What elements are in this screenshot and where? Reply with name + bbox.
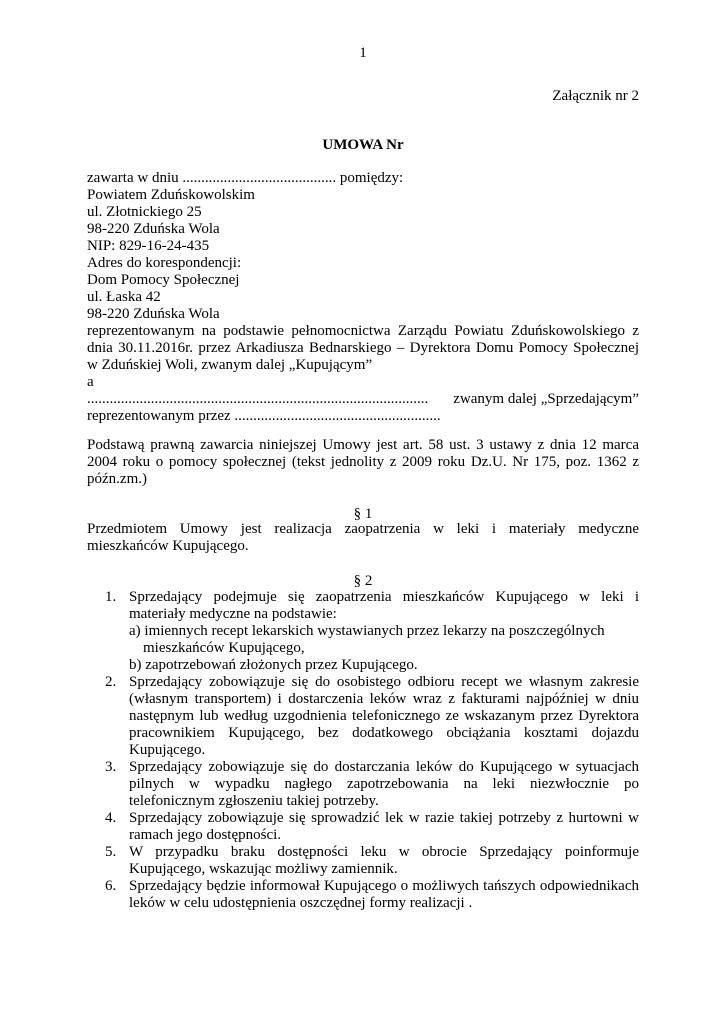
list-item-number: 3. bbox=[105, 759, 117, 775]
sub-item-b: b) zapotrzebowań złożonych przez Kupującego. bbox=[129, 657, 418, 673]
concluded-line: zawarta w dniu ......................................... pomiędzy: bbox=[87, 170, 404, 186]
and-word: a bbox=[87, 374, 94, 390]
sub-item-a: a) imiennych recept lekarskich wystawianych przez lekarzy na poszczególnych bbox=[129, 623, 605, 639]
buyer-street: ul. Złotnickiego 25 bbox=[87, 204, 202, 220]
list-item-text: Sprzedający będzie informował Kupującego o możliwych tańszych odpowiednikach leków w celu udostępnienia oszczędnej formy realizacji . bbox=[129, 878, 639, 911]
list-item-number: 2. bbox=[105, 674, 117, 690]
list-item-text: Sprzedający zobowiązuje się do dostarczania leków do Kupującego w sytuacjach pilnych w wypadku nagłego zapotrzebowania na leki niezwłocznie po telefonicznym zgłoszeniu takiej potrzeby. bbox=[129, 759, 639, 809]
list-item-number: 5. bbox=[105, 844, 117, 860]
section-2-heading: § 2 bbox=[353, 573, 373, 589]
list-item bbox=[87, 589, 639, 674]
list-item-number: 1. bbox=[105, 589, 117, 605]
attachment-label: Załącznik nr 2 bbox=[552, 88, 639, 104]
legal-basis-paragraph: Podstawą prawną zawarcia niniejszej Umowy jest art. 58 ust. 3 ustawy z dnia 12 marca 2004 roku o pomocy społecznej (tekst jednolity z 2009 roku Dz.U. Nr 175, poz. 1362 z późn.zm.) bbox=[87, 437, 639, 487]
representation-paragraph: reprezentowanym na podstawie pełnomocnictwa Zarządu Powiatu Zduńskowolskiego z dnia 30.11.2016r. przez Arkadiusza Bednarskiego – Dyrektora Domu Pomocy Społecznej w Zduńskiej Woli, zwanym dalej „Kupującym” bbox=[87, 323, 639, 373]
list-item-number: 4. bbox=[105, 810, 117, 826]
buyer-name: Powiatem Zduńskowolskim bbox=[87, 187, 255, 203]
list-item-text: Sprzedający zobowiązuje się do osobistego odbioru recept we własnym zakresie (własnym transportem) i dostarczenia leków wraz z fakturami najpóźniej w dniu następnym lub według uzgodnienia telefonicznego ze wskazanym przez Dyrektora pracownikiem Kupującego, bez dodatkowego obciążania kosztami dojazdu Kupującego. bbox=[129, 674, 639, 758]
correspondence-city: 98-220 Zduńska Wola bbox=[87, 306, 220, 322]
document-page bbox=[87, 0, 639, 1024]
list-item-text: Sprzedający podejmuje się zaopatrzenia mieszkańców Kupującego w leki i materiały medyczne na podstawie: bbox=[129, 589, 639, 622]
list-item-text: W przypadku braku dostępności leku w obrocie Sprzedający poinformuje Kupującego, wskazując możliwy zamiennik. bbox=[129, 844, 639, 877]
list-item bbox=[87, 844, 639, 878]
correspondence-label: Adres do korespondencji: bbox=[87, 255, 242, 271]
parties-block bbox=[87, 170, 639, 425]
correspondence-street: ul. Łaska 42 bbox=[87, 289, 161, 305]
contract-title: UMOWA Nr bbox=[322, 137, 404, 153]
list-item-number: 6. bbox=[105, 878, 117, 894]
section-2-list bbox=[87, 589, 639, 912]
seller-label: zwanym dalej „Sprzedającym” bbox=[453, 391, 639, 407]
sub-item-a-continuation: mieszkańców Kupującego, bbox=[143, 640, 305, 656]
correspondence-name: Dom Pomocy Społecznej bbox=[87, 272, 240, 288]
list-item bbox=[87, 810, 639, 844]
section-1-text: Przedmiotem Umowy jest realizacja zaopatrzenia w leki i materiały medyczne mieszkańców Kupującego. bbox=[87, 521, 639, 554]
list-item-text: Sprzedający zobowiązuje się sprowadzić lek w razie takiej potrzeby z hurtowni w ramach jego dostępności. bbox=[129, 810, 639, 843]
list-item bbox=[87, 878, 639, 912]
seller-representation: reprezentowanym przez ....................................................... bbox=[87, 408, 441, 424]
list-item bbox=[87, 674, 639, 759]
seller-dots: ........................................................................................... bbox=[87, 391, 429, 407]
buyer-city: 98-220 Zduńska Wola bbox=[87, 221, 220, 237]
list-item bbox=[87, 759, 639, 810]
page-number: 1 bbox=[359, 45, 367, 61]
buyer-nip: NIP: 829-16-24-435 bbox=[87, 238, 210, 254]
seller-line bbox=[87, 391, 639, 408]
section-1-heading: § 1 bbox=[353, 506, 373, 522]
